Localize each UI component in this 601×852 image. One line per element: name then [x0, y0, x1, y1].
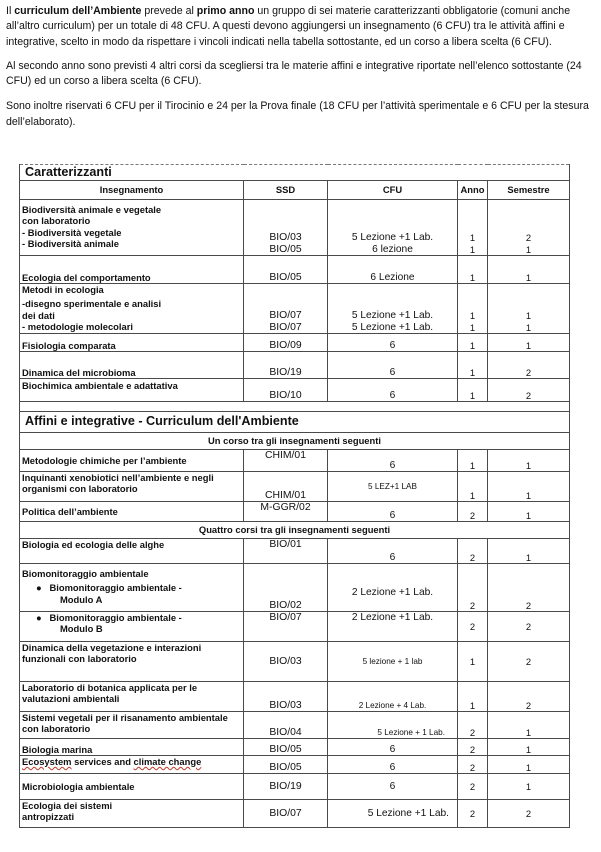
course-semestre: 2: [488, 564, 570, 612]
course-cfu: 6: [328, 450, 458, 472]
course-semestre: 2: [488, 612, 570, 642]
course-line: con laboratorio: [22, 215, 91, 227]
course-anno: 1: [458, 256, 488, 284]
course-ssd: BIO/03: [244, 682, 328, 712]
course-semestre: 1: [488, 774, 570, 800]
intro-paragraph-2: Al secondo anno sono previsti 4 altri corsi da scegliersi tra le materie affini e integrative riportate nell’elenco sottostante (24 CFU) ed un corso a libera scelta (6 CFU).: [6, 59, 582, 88]
course-anno: 2: [458, 712, 488, 739]
course-name: [20, 756, 244, 774]
bullet-item: ● Biomonitoraggio ambientale -: [36, 612, 182, 623]
table-row: [20, 334, 570, 352]
table-row: [20, 712, 570, 739]
course-semestre: 2: [488, 379, 570, 402]
table-row: [20, 774, 570, 800]
table-row: [20, 739, 570, 756]
course-name: Microbiologia ambientale: [20, 774, 244, 800]
course-name: Fisiologia comparata: [20, 334, 244, 352]
course-ssd: BIO/04: [244, 712, 328, 739]
header-semestre: Semestre: [488, 181, 570, 200]
course-ssd: BIO/19: [244, 352, 328, 379]
table-row: [20, 472, 570, 502]
table-row: [20, 800, 570, 828]
table-row: [20, 756, 570, 774]
table-row: [20, 502, 570, 522]
course-cfu: 6: [328, 739, 458, 756]
subsection-quattro-corsi: Quattro corsi tra gli insegnamenti seguenti: [20, 522, 570, 539]
table-row: [20, 642, 570, 682]
course-name: [20, 642, 244, 682]
course-semestre: 2: [488, 642, 570, 682]
course-anno: [458, 200, 488, 256]
course-line: Inquinanti xenobiotici nell’ambiente e negli: [22, 472, 214, 483]
spacer-cell: [20, 402, 570, 412]
course-anno: 2: [458, 739, 488, 756]
course-anno: 2: [458, 800, 488, 828]
anno-value: 1: [469, 310, 476, 322]
course-name: Metodologie chimiche per l’ambiente: [20, 450, 244, 472]
course-anno: 1: [458, 334, 488, 352]
course-name: [20, 800, 244, 828]
table-row: [20, 379, 570, 402]
course-name: [20, 712, 244, 739]
course-line: Modulo B: [60, 623, 103, 635]
header-cfu: CFU: [328, 181, 458, 200]
course-anno: 1: [458, 682, 488, 712]
course-name: Biochimica ambientale e adattativa: [20, 379, 244, 402]
course-semestre: 1: [488, 256, 570, 284]
anno-value: 1: [469, 243, 476, 255]
course-semestre: 2: [488, 800, 570, 828]
course-anno: 1: [458, 379, 488, 402]
course-line: Dinamica della vegetazione e interazioni: [22, 642, 202, 653]
header-anno: Anno: [458, 181, 488, 200]
course-line: - Biodiversità vegetale: [22, 226, 122, 238]
section-affini-title: Affini e integrative - Curriculum dell'Ambiente: [20, 412, 570, 433]
intro-p1-curriculum: curriculum dell’Ambiente: [14, 5, 142, 17]
semestre-value: 1: [525, 310, 532, 322]
course-line: dei dati: [22, 309, 55, 321]
section-caratterizzanti-title: Caratterizzanti: [20, 165, 570, 181]
course-cfu: 6 Lezione: [328, 256, 458, 284]
course-semestre: 2: [488, 352, 570, 379]
table-row: [20, 450, 570, 472]
course-cfu: 6: [328, 756, 458, 774]
course-ssd: CHIM/01: [244, 450, 328, 472]
course-semestre: 2: [488, 682, 570, 712]
cfu-value: 5 Lezione +1 Lab.: [351, 310, 434, 322]
course-ssd: BIO/07: [244, 800, 328, 828]
course-semestre: 1: [488, 472, 570, 502]
intro-p1-e: un gruppo di sei materie caratterizzanti obbligatorie (comuni anche all’altro curriculum) per un totale di 48 CFU. A questi devono aggiungersi un insegnamento (6 CFU) tra le attività affini e integrative, scelto in modo da rispettare i vincoli indicati nella tabella sottostante, ed un corso a libera scelta (6 CFU).: [6, 5, 571, 48]
course-name: [20, 472, 244, 502]
course-cfu: 5 lezione + 1 lab: [328, 642, 458, 682]
course-semestre: 1: [488, 539, 570, 564]
table-header-row: [20, 181, 570, 200]
course-cfu: 5 LEZ+1 LAB: [328, 472, 458, 502]
course-cfu: 5 Lezione + 1 Lab.: [328, 712, 458, 739]
course-ssd: M-GGR/02: [244, 502, 328, 522]
course-name: Ecologia del comportamento: [20, 256, 244, 284]
table-row: [20, 612, 570, 642]
course-name: [20, 682, 244, 712]
ssd-value: BIO/07: [269, 321, 302, 333]
intro-paragraph-1: [6, 4, 592, 50]
course-cfu: 6: [328, 502, 458, 522]
ssd-value: BIO/03: [269, 232, 302, 244]
course-anno: 2: [458, 756, 488, 774]
course-anno: 2: [458, 564, 488, 612]
course-ssd: BIO/01: [244, 539, 328, 564]
course-cfu: 6: [328, 539, 458, 564]
course-semestre: [488, 284, 570, 334]
bullet-item: ● Biomonitoraggio ambientale -: [36, 582, 182, 594]
course-semestre: 1: [488, 450, 570, 472]
course-ssd: BIO/05: [244, 756, 328, 774]
intro-p1-a: Il: [6, 5, 15, 17]
course-semestre: 1: [488, 756, 570, 774]
course-cfu: 2 Lezione +1 Lab.: [328, 564, 458, 612]
course-cfu: 5 Lezione +1 Lab.: [328, 800, 458, 828]
course-ssd: BIO/05: [244, 256, 328, 284]
course-ssd: [244, 200, 328, 256]
course-line: - metodologie molecolari: [22, 321, 133, 333]
course-semestre: 1: [488, 334, 570, 352]
course-name: [20, 564, 244, 612]
course-line: con laboratorio: [22, 723, 91, 735]
cfu-value: 5 Lezione +1 Lab.: [351, 232, 434, 244]
course-anno: 2: [458, 612, 488, 642]
course-anno: 1: [458, 352, 488, 379]
course-cfu: [328, 200, 458, 256]
course-anno: 2: [458, 539, 488, 564]
course-line: Metodi in ecologia: [22, 284, 104, 295]
course-anno: [458, 284, 488, 334]
course-ssd: BIO/09: [244, 334, 328, 352]
course-line: Sistemi vegetali per il risanamento ambientale: [22, 712, 228, 723]
cfu-value: 6 lezione: [372, 243, 413, 255]
course-line: organismi con laboratorio: [22, 483, 138, 495]
course-anno: 1: [458, 450, 488, 472]
intro-paragraph-3: Sono inoltre riservati 6 CFU per il Tirocinio e 24 per la Prova finale (18 CFU per l’attività sperimentale e 6 CFU per la stesura dell’elaborato).: [6, 100, 589, 128]
course-line: -disegno sperimentale e analisi: [22, 298, 162, 310]
table-row: [20, 564, 570, 612]
course-cfu: 6: [328, 774, 458, 800]
course-name: Politica dell’ambiente: [20, 502, 244, 522]
intro-p1-primo-anno: primo anno: [196, 5, 255, 17]
course-cfu: 2 Lezione + 4 Lab.: [328, 682, 458, 712]
table-row: [20, 284, 570, 334]
course-ssd: BIO/19: [244, 774, 328, 800]
intro-p1-c: prevede al: [141, 5, 197, 17]
course-anno: 2: [458, 774, 488, 800]
subsection-un-corso: Un corso tra gli insegnamenti seguenti: [20, 433, 570, 450]
course-semestre: [488, 200, 570, 256]
course-name-part: Ecosystem: [22, 756, 72, 767]
course-anno: 2: [458, 502, 488, 522]
table-row: [20, 539, 570, 564]
course-name: Dinamica del microbioma: [20, 352, 244, 379]
course-cfu: 6: [328, 379, 458, 402]
course-cfu: 2 Lezione +1 Lab.: [328, 612, 458, 642]
semestre-value: 1: [525, 243, 532, 255]
course-name: Biologia ed ecologia delle alghe: [20, 539, 244, 564]
intro-text: [6, 4, 592, 140]
course-ssd: CHIM/01: [244, 472, 328, 502]
course-name: [20, 284, 244, 334]
ssd-value: BIO/07: [269, 310, 302, 322]
course-semestre: 1: [488, 739, 570, 756]
table-row: [20, 256, 570, 284]
course-ssd: BIO/10: [244, 379, 328, 402]
table-row: [20, 200, 570, 256]
cfu-value: 5 Lezione +1 Lab.: [351, 321, 434, 333]
header-ssd: SSD: [244, 181, 328, 200]
ssd-value: BIO/05: [269, 243, 302, 255]
course-anno: 1: [458, 642, 488, 682]
course-name: Biologia marina: [20, 739, 244, 756]
spacer-row: [20, 402, 570, 412]
course-line: Laboratorio di botanica applicata per le: [22, 682, 198, 693]
semestre-value: 1: [525, 321, 532, 333]
course-line: Biomonitoraggio ambientale: [22, 568, 149, 579]
course-ssd: BIO/05: [244, 739, 328, 756]
course-line: - Biodiversità animale: [22, 238, 119, 250]
course-line: Modulo A: [60, 593, 103, 605]
table-row: [20, 682, 570, 712]
course-name: [20, 200, 244, 256]
course-line: antropizzati: [22, 811, 75, 823]
course-semestre: 1: [488, 712, 570, 739]
course-name-part: climate change: [133, 756, 202, 767]
course-name-part: services and: [71, 756, 134, 767]
table-row: [20, 352, 570, 379]
semestre-value: 2: [525, 232, 532, 244]
course-ssd: BIO/02: [244, 564, 328, 612]
course-cfu: 6: [328, 334, 458, 352]
course-line: valutazioni ambientali: [22, 693, 120, 705]
anno-value: 1: [469, 232, 476, 244]
course-ssd: BIO/07: [244, 612, 328, 642]
course-cfu: 6: [328, 352, 458, 379]
course-name: [20, 612, 244, 642]
course-ssd: BIO/03: [244, 642, 328, 682]
course-ssd: [244, 284, 328, 334]
course-anno: 1: [458, 472, 488, 502]
anno-value: 1: [469, 321, 476, 333]
course-line: Ecologia dei sistemi: [22, 800, 113, 811]
course-line: Biomonitoraggio ambientale -: [49, 612, 182, 623]
course-line: Biomonitoraggio ambientale -: [49, 582, 182, 594]
courses-table: [19, 164, 570, 828]
course-cfu: [328, 284, 458, 334]
course-line: funzionali con laboratorio: [22, 653, 137, 665]
course-line: Biodiversità animale e vegetale: [22, 204, 162, 215]
course-semestre: 1: [488, 502, 570, 522]
header-insegnamento: Insegnamento: [20, 181, 244, 200]
